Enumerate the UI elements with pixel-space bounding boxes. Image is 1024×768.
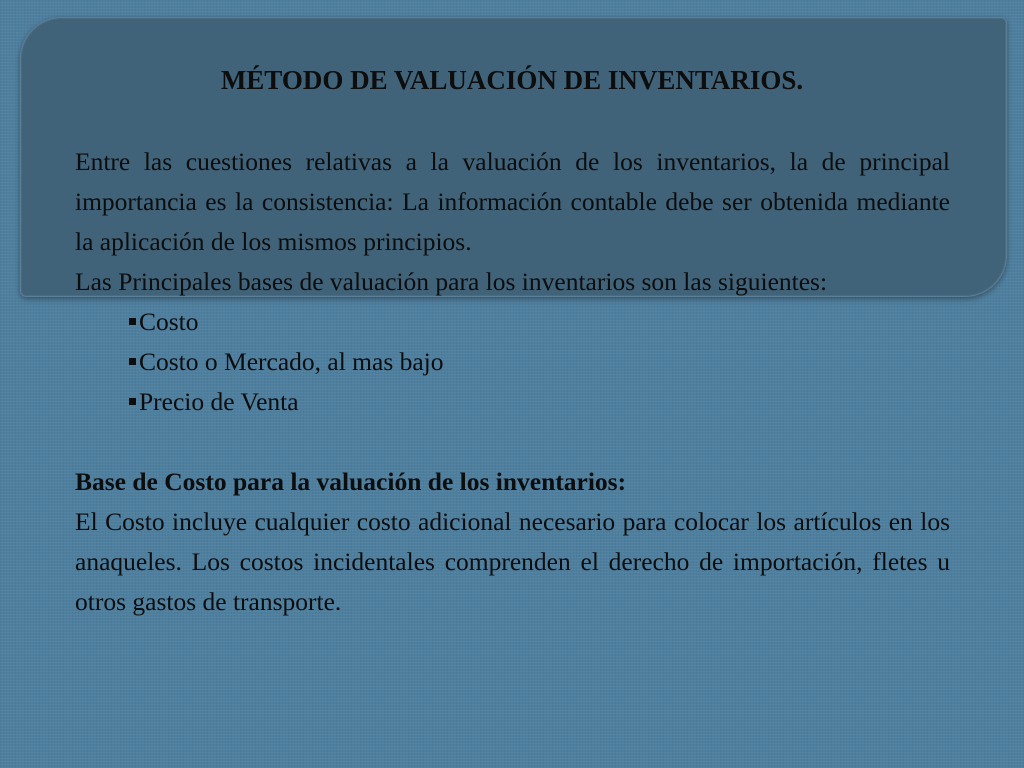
list-item-label: Precio de Venta <box>139 387 299 416</box>
bases-intro: Las Principales bases de valuación para los inventarios son las siguientes: <box>75 267 828 296</box>
list-item <box>129 302 950 342</box>
list-item-label: Costo <box>139 307 199 336</box>
slide-content <box>75 142 950 622</box>
intro-paragraph: Entre las cuestiones relativas a la valuación de los inventarios, la de principal importancia es la consistencia: La información contable debe ser obtenida mediante la aplicación de los mismos principios. <box>75 147 950 256</box>
square-bullet-icon <box>129 398 136 405</box>
cost-paragraph: El Costo incluye cualquier costo adicional necesario para colocar los artículos en los anaqueles. Los costos incidentales comprenden el derecho de importación, fletes u otros gastos de transporte. <box>75 507 950 616</box>
list-item <box>129 342 950 382</box>
cost-heading: Base de Costo para la valuación de los inventarios: <box>75 467 627 496</box>
slide-title: MÉTODO DE VALUACIÓN DE INVENTARIOS. <box>220 65 804 95</box>
square-bullet-icon <box>129 318 136 325</box>
square-bullet-icon <box>129 358 136 365</box>
bases-list <box>75 302 950 422</box>
list-item <box>129 382 950 422</box>
list-item-label: Costo o Mercado, al mas bajo <box>139 347 444 376</box>
